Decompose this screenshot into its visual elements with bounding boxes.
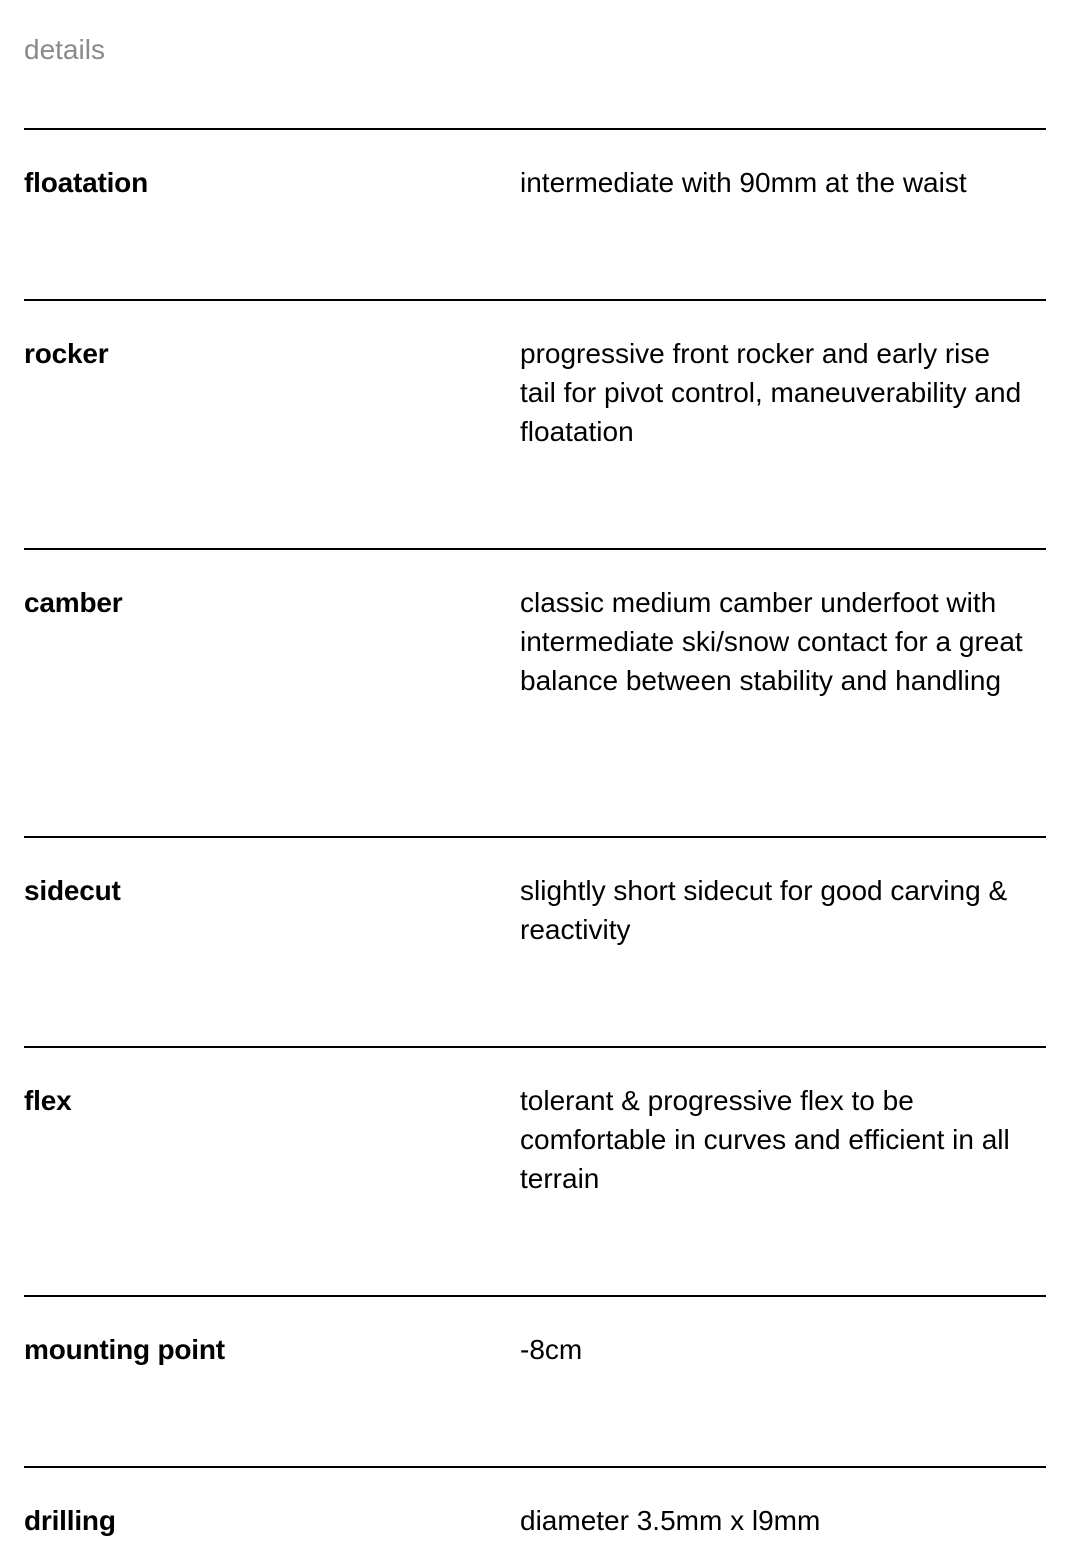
- spec-row-flex: [24, 1046, 1046, 1295]
- section-title: details: [24, 34, 105, 65]
- spec-row-mounting-point: [24, 1295, 1046, 1466]
- spec-label: sidecut: [24, 875, 121, 906]
- spec-value: classic medium camber underfoot with intermediate ski/snow contact for a great balance between stability and handling: [520, 587, 1023, 696]
- spec-label: floatation: [24, 167, 148, 198]
- spec-label: rocker: [24, 338, 109, 369]
- spec-value: -8cm: [520, 1334, 583, 1365]
- spec-label: flex: [24, 1085, 72, 1116]
- spec-label: mounting point: [24, 1334, 225, 1365]
- spec-value: progressive front rocker and early rise tail for pivot control, maneuverability and floatation: [520, 338, 1022, 447]
- spec-row-drilling: [24, 1466, 1046, 1566]
- spec-value: slightly short sidecut for good carving & reactivity: [520, 875, 1008, 945]
- spec-row-camber: [24, 548, 1046, 836]
- spec-value: diameter 3.5mm x l9mm: [520, 1505, 821, 1536]
- spec-value: tolerant & progressive flex to be comfortable in curves and efficient in all terrain: [520, 1085, 1010, 1194]
- spec-table: [24, 128, 1046, 1566]
- spec-row-rocker: [24, 299, 1046, 548]
- spec-label: drilling: [24, 1505, 116, 1536]
- spec-label: camber: [24, 587, 123, 618]
- spec-row-sidecut: [24, 836, 1046, 1046]
- spec-value: intermediate with 90mm at the waist: [520, 167, 967, 198]
- spec-row-floatation: [24, 128, 1046, 299]
